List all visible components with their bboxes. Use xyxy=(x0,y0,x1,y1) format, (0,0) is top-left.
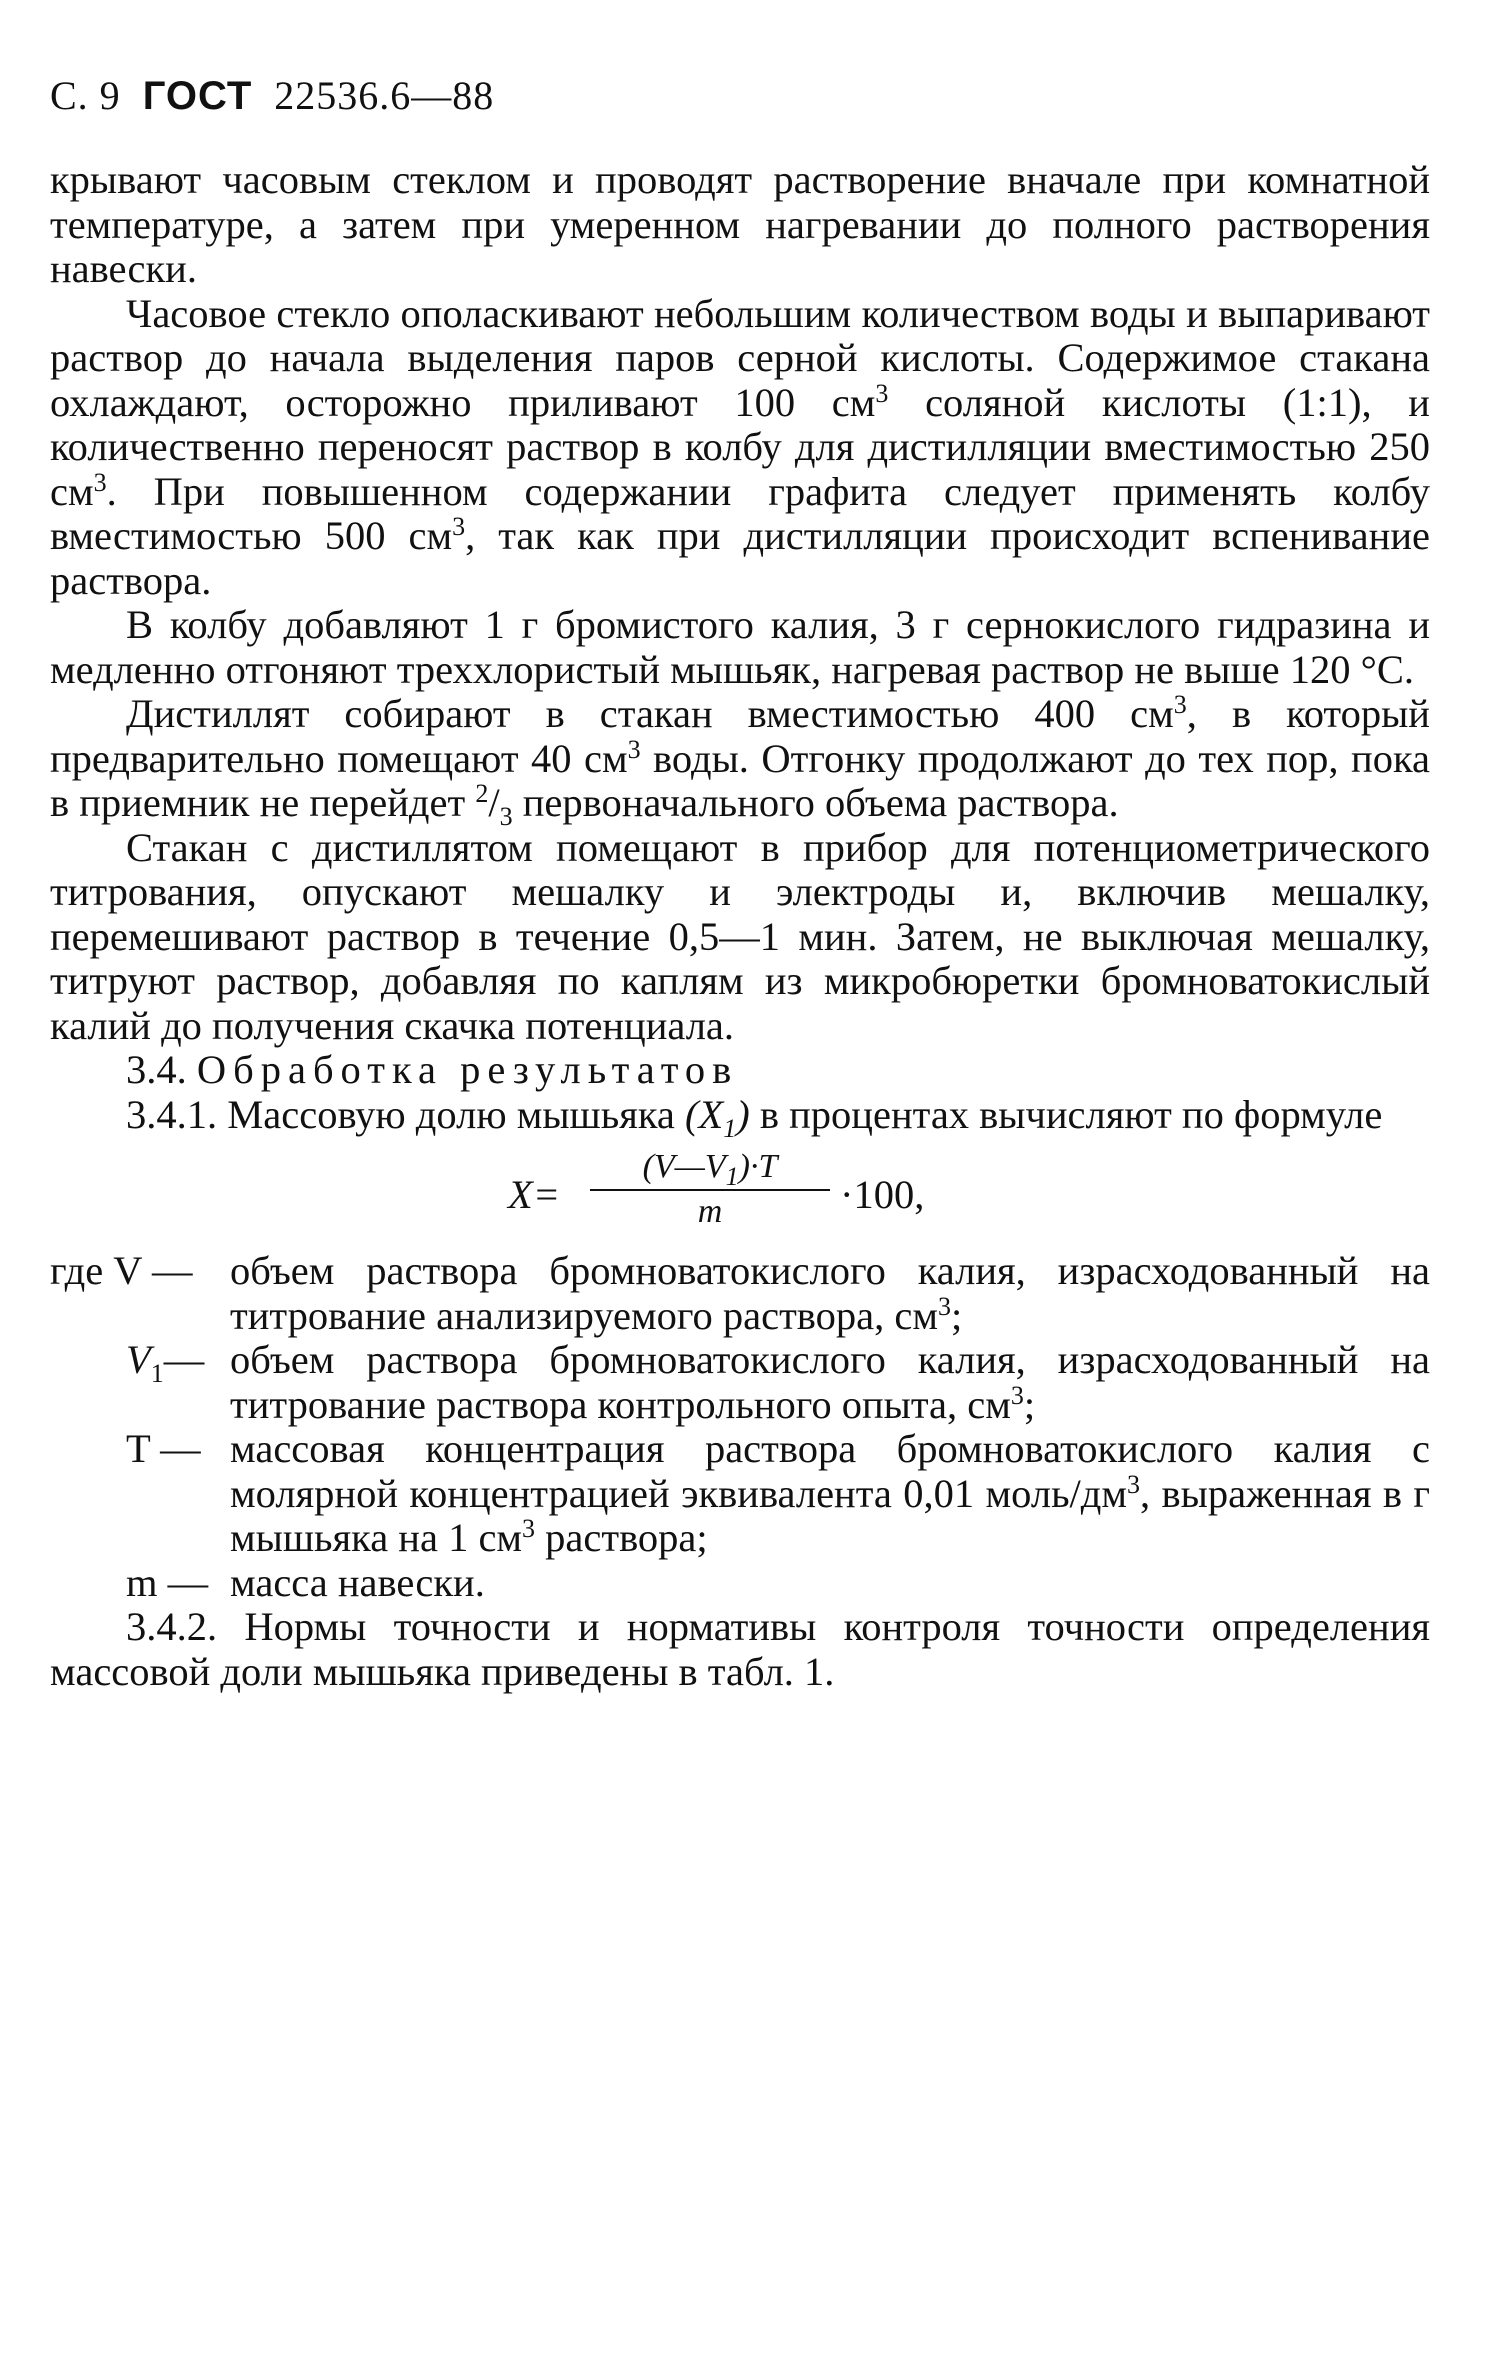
page-header xyxy=(50,72,494,119)
symbol: (X xyxy=(685,1091,724,1137)
text-run: , в который предварительно помещают 40 см xyxy=(50,691,1430,781)
definition-v xyxy=(50,1249,1430,1338)
text-run: Стакан с дистиллятом помещают в прибор для потенциометрического титрования, опускают мешалку и электроды и, включив мешалку, перемешивают раствор в течение 0,5—1 мин. Затем, не выключая мешалку, титруют раствор, добавляя по каплям из микробюретки бромноватокислый калий до получения скачка потенциала. xyxy=(50,824,1430,1048)
text-run: , так как при дистилляции происходит вспенивание раствора. xyxy=(50,513,1430,603)
paragraph-titration xyxy=(50,826,1430,1049)
definition-t xyxy=(50,1427,1430,1561)
definition-text: ; xyxy=(1023,1381,1036,1427)
formula-fraction xyxy=(590,1147,830,1231)
text-run: Часовое стекло ополаскивают небольшим количеством воды и выпаривают раствор до начала выделения паров серной кислоты. Содержимое стакана охлаждают, осторожно приливают 100 см xyxy=(50,290,1430,425)
subscript: 3 xyxy=(499,802,513,832)
formula-lhs: X= xyxy=(508,1172,561,1217)
text-run: крывают часовым стеклом и проводят растворение вначале при комнатной температуре, а затем при умеренном нагревании до полного растворения навески. xyxy=(50,157,1430,291)
definition-text: раствора; xyxy=(535,1515,708,1560)
definition-text: объем раствора бромноватокислого калия, израсходованный на титрование раствора контрольного опыта, см xyxy=(230,1337,1430,1427)
clause-3-4-1 xyxy=(50,1091,1430,1143)
definition-text: , выраженная в г мышьяка на 1 см xyxy=(230,1470,1430,1560)
formula-text: )·T xyxy=(738,1148,778,1185)
definition-text: объем раствора бромноватокислого калия, израсходованный на титрование анализируемого раствора, см xyxy=(230,1248,1430,1338)
superscript: 2 xyxy=(475,779,489,808)
superscript: 3 xyxy=(627,734,641,764)
standard-number: 22536.6—88 xyxy=(274,73,495,118)
text-run: воды. Отгонку продолжают до тех пор, пока в приемник не перейдет xyxy=(50,735,1430,825)
paragraph-distillation xyxy=(50,603,1430,692)
definitions xyxy=(50,1249,1430,1605)
formula xyxy=(50,1137,1430,1249)
superscript: 3 xyxy=(1127,1469,1141,1499)
paragraph-distillate xyxy=(50,690,1430,832)
superscript: 3 xyxy=(93,467,107,497)
text-run: Дистиллят собирают в стакан вместимостью 400 см xyxy=(126,691,1174,736)
definition-text: ; xyxy=(950,1292,963,1338)
paragraph-dissolution xyxy=(50,158,1430,292)
section-number: 3.4. xyxy=(126,1047,187,1092)
superscript: 3 xyxy=(452,512,466,541)
definition-symbol xyxy=(126,1337,230,1389)
dash: — xyxy=(163,1337,205,1382)
definition-symbol: где V — xyxy=(50,1248,193,1293)
subscript: 1 xyxy=(723,1113,737,1143)
formula-tail: ·100, xyxy=(840,1172,925,1217)
symbol: V xyxy=(126,1337,151,1382)
superscript: 3 xyxy=(522,1514,536,1543)
text-run: соляной кислоты (1:1), и количественно переносят раствор в колбу для дистилляции вместимостью 250 см xyxy=(50,379,1430,514)
text-run: в процентах вычисляют по формуле xyxy=(749,1091,1383,1137)
text-run: первоначального объема раствора. xyxy=(512,780,1119,825)
formula-numerator xyxy=(590,1147,830,1191)
text-run: . При повышенном содержании графита следует применять колбу вместимостью 500 см xyxy=(50,468,1430,558)
fraction-slash: / xyxy=(488,780,500,825)
superscript: 3 xyxy=(1010,1380,1024,1410)
gost-label: ГОСТ xyxy=(142,74,253,118)
section-heading xyxy=(50,1048,1430,1093)
superscript: 3 xyxy=(1173,690,1187,719)
body-text xyxy=(50,158,1430,1694)
page-number: С. 9 xyxy=(50,73,121,118)
text-run: 3.4.2. Нормы точности и нормативы контроля точности определения массовой доли мышьяка приведены в табл. 1. xyxy=(50,1604,1430,1694)
formula-denominator: m xyxy=(697,1193,723,1230)
text-run: В колбу добавляют 1 г бромистого калия, 3 г сернокислого гидразина и медленно отгоняют треххлористый мышьяк, нагревая раствор не выше 120 °С. xyxy=(50,602,1430,692)
subscript: 1 xyxy=(150,1359,164,1389)
definition-symbol: m — xyxy=(126,1559,209,1605)
subscript: 1 xyxy=(725,1161,739,1191)
definition-text: массовая концентрация раствора бромноватокислого калия с молярной концентрацией эквивалента 0,01 моль/дм xyxy=(230,1426,1430,1516)
definition-v1 xyxy=(50,1338,1430,1427)
fraction-bar xyxy=(590,1189,830,1191)
definition-symbol: T — xyxy=(126,1426,201,1471)
text-run: 3.4.1. Массовую долю мышьяка xyxy=(126,1091,686,1137)
symbol: ) xyxy=(736,1091,750,1137)
paragraph-evaporation xyxy=(50,292,1430,604)
definition-m xyxy=(50,1561,1430,1606)
symbol-x1 xyxy=(685,1091,750,1143)
formula-text: (V—V xyxy=(642,1148,726,1185)
clause-3-4-2 xyxy=(50,1605,1430,1694)
definition-text: масса навески. xyxy=(230,1559,485,1605)
superscript: 3 xyxy=(875,378,889,408)
section-title: Обработка результатов xyxy=(196,1047,739,1092)
superscript: 3 xyxy=(937,1291,951,1321)
